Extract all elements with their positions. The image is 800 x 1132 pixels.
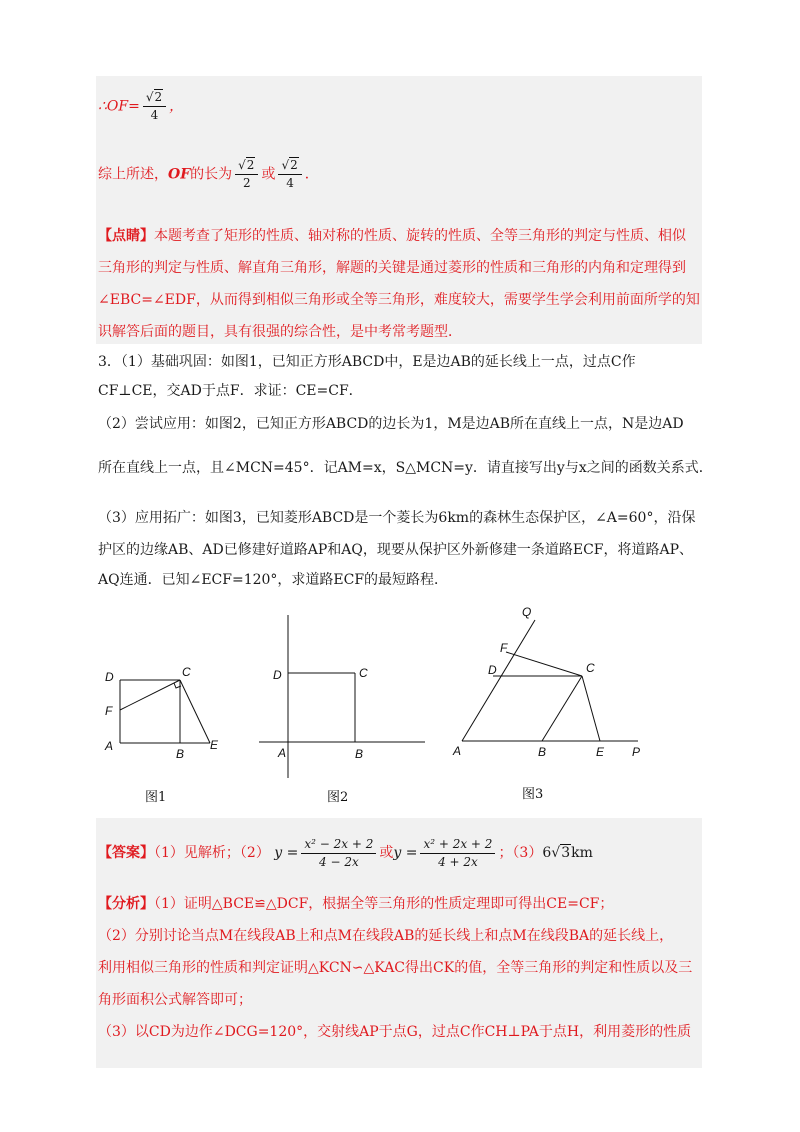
fig1-label-a: A bbox=[105, 739, 114, 753]
fig3-label-a: A bbox=[453, 744, 462, 758]
fig2-label-d: D bbox=[273, 668, 282, 682]
analysis-line-5: （3）以CD为边作∠DCG=120°，交射线AP于点G，过点C作CH⊥PA于点H，利用菱形的性质 bbox=[98, 1024, 692, 1040]
fig1-label-d: D bbox=[105, 670, 114, 684]
answer-tag: 【答案】 bbox=[98, 845, 154, 861]
fig3-label-p: P bbox=[632, 745, 641, 759]
of-label: ∴OF= bbox=[98, 98, 140, 115]
fig2-label-a: A bbox=[278, 746, 287, 760]
comment-line-1: 【点睛】本题考查了矩形的性质、轴对称的性质、旋转的性质、全等三角形的判定与性质、相似 bbox=[98, 228, 686, 244]
of-result-line: ∴OF= $\frac{√2}{4}$ ， bbox=[98, 90, 184, 122]
fig2-label-b: B bbox=[355, 747, 364, 761]
problem-part2-line1: （2）尝试应用：如图2，已知正方形ABCD的边长为1，M是边AB所在直线上一点，N是边AD bbox=[98, 416, 684, 432]
fig3-label-c: C bbox=[586, 661, 595, 675]
fig3-label-b: B bbox=[538, 745, 547, 759]
analysis-line-3: 利用相似三角形的性质和判定证明△KCN∽△KAC得出CK的值，全等三角形的判定和性质以及三 bbox=[98, 960, 693, 976]
answer-fraction-1: $\frac{\text{x² − 2x + 2}}{4 - 2x}$ bbox=[301, 837, 376, 870]
fig1-label-c: C bbox=[182, 665, 191, 679]
fig3-label-e: E bbox=[596, 745, 605, 759]
answer-fraction-2: $\frac{\text{x² + 2x + 2}}{4 + 2x}$ bbox=[420, 837, 495, 870]
fig3-label-d: D bbox=[488, 663, 497, 677]
comment-line-2: 三角形的判定与性质、解直角三角形，解题的关键是通过菱形的性质和三角形的内角和定理得到 bbox=[98, 260, 686, 276]
summary-line: 综上所述，OF的长为 $\frac{√2}{2}$ 或 $\frac{√2}{4}$ ． bbox=[98, 158, 319, 190]
analysis-tag: 【分析】 bbox=[98, 896, 154, 912]
fig3-label-q: Q bbox=[522, 605, 532, 619]
figure-1 bbox=[100, 665, 225, 765]
problem-part1-line2: CF⊥CE，交AD于点F．求证：CE=CF． bbox=[98, 383, 363, 399]
fig2-label-c: C bbox=[359, 666, 368, 680]
figure-2-caption: 图2 bbox=[327, 790, 349, 805]
comment-tag: 【点睛】 bbox=[98, 228, 154, 244]
comment-line-4: 识解答后面的题目，具有很强的综合性，是中考常考题型． bbox=[98, 324, 462, 340]
fraction: $\frac{√2}{4}$ bbox=[278, 158, 301, 191]
analysis-line-2: （2）分别讨论当点M在线段AB上和点M在线段AB的延长线上和点M在线段BA的延长线上， bbox=[98, 928, 674, 944]
fig1-label-f: F bbox=[105, 704, 113, 718]
fig3-label-f: F bbox=[500, 641, 508, 655]
problem-part1-line1: 3．（1）基础巩固：如图1，已知正方形ABCD中，E是边AB的延长线上一点，过点C作 bbox=[98, 354, 636, 370]
figure-3 bbox=[450, 600, 655, 765]
figure-3-caption: 图3 bbox=[522, 787, 544, 802]
fig1-label-b: B bbox=[176, 747, 185, 761]
analysis-line-4: 角形面积公式解答即可； bbox=[98, 992, 252, 1008]
comment-line-3: ∠EBC=∠EDF，从而得到相似三角形或全等三角形，难度较大，需要学生学会利用前面所学的知 bbox=[98, 292, 700, 308]
answer-line: 【答案】（1）见解析；（2） y = $\frac{\text{x² − 2x + 2}}{4 - 2x}$ 或y = $\frac{\text{x² + 2x + 2}}{4 + 2x}$ ；（3）6√3km bbox=[98, 836, 593, 869]
problem-part3-line2: 护区的边缘AB、AD已修建好道路AP和AQ，现要从保护区外新修建一条道路ECF，将道路AP、 bbox=[98, 542, 694, 558]
fraction: $\frac{√2}{4}$ bbox=[143, 90, 166, 123]
fraction: $\frac{√2}{2}$ bbox=[235, 158, 258, 191]
figure-1-caption: 图1 bbox=[145, 790, 167, 805]
problem-part3-line1: （3）应用拓广：如图3，已知菱形ABCD是一个菱长为6km的森林生态保护区，∠A=60°，沿保 bbox=[98, 510, 696, 526]
problem-part3-line3: AQ连通．已知∠ECF=120°，求道路ECF的最短路程． bbox=[98, 572, 449, 588]
figure-2 bbox=[255, 615, 430, 780]
fig1-label-e: E bbox=[210, 738, 219, 752]
problem-part2-line2: 所在直线上一点，且∠MCN=45°．记AM=x，S△MCN=y．请直接写出y与x之间的函数关系式． bbox=[98, 460, 713, 476]
analysis-line-1: 【分析】（1）证明△BCE≌△DCF，根据全等三角形的性质定理即可得出CE=CF； bbox=[98, 896, 614, 912]
